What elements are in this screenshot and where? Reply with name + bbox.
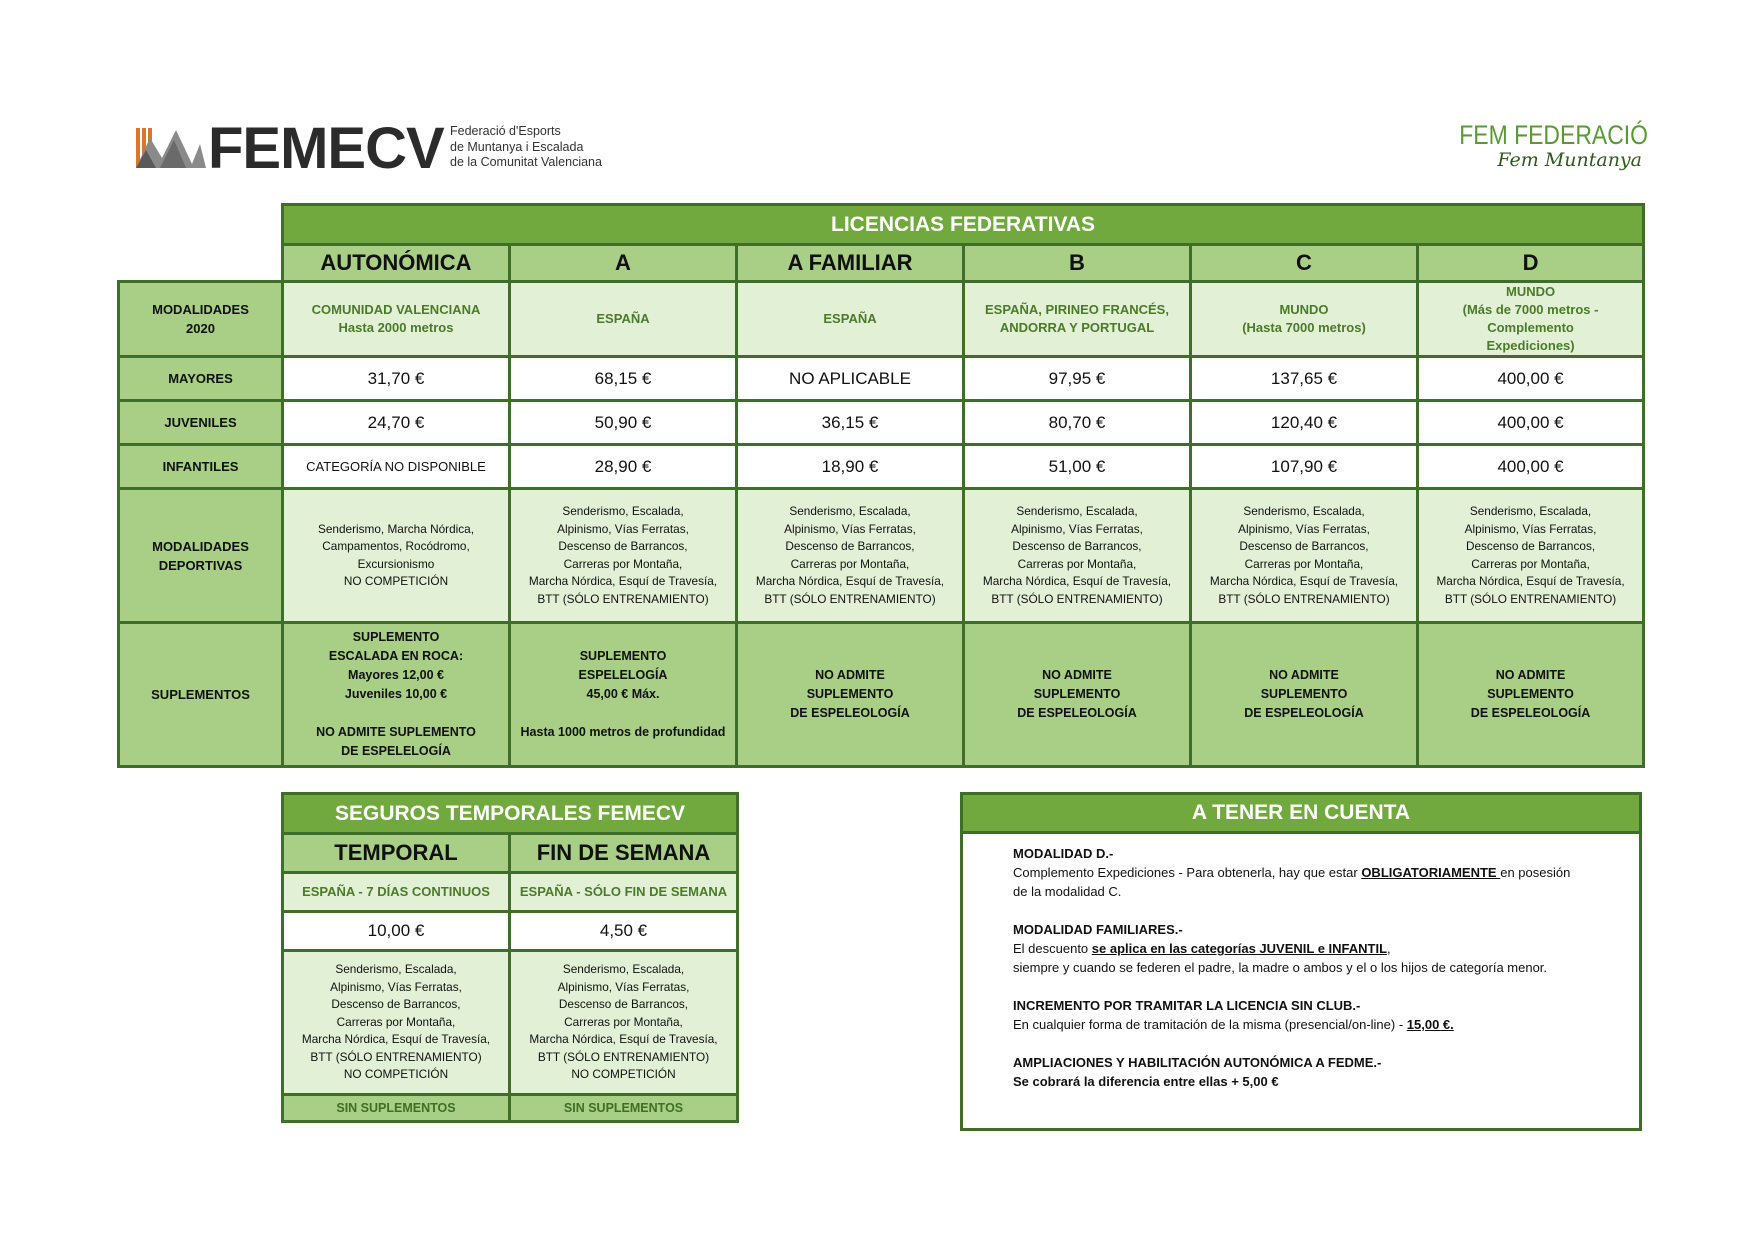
price-cell: 36,15 € xyxy=(737,401,964,445)
row-label-infantiles: INFANTILES xyxy=(119,445,283,489)
price-cell: 31,70 € xyxy=(283,357,510,401)
row-label-mayores: MAYORES xyxy=(119,357,283,401)
deportivas-cell: Senderismo, Escalada, Alpinismo, Vías Ferratas, Descenso de Barrancos, Carreras por Montaña, Marcha Nórdica, Esquí de Travesía, BTT (SÓLO ENTRENAMIENTO) NO COMPETICIÓN xyxy=(510,951,738,1095)
price-cell: 24,70 € xyxy=(283,401,510,445)
price-cell: 120,40 € xyxy=(1191,401,1418,445)
price-cell: 4,50 € xyxy=(510,912,738,951)
price-cell: NO APLICABLE xyxy=(737,357,964,401)
seguros-title: SEGUROS TEMPORALES FEMECV xyxy=(283,794,738,834)
col-fin-de-semana: FIN DE SEMANA xyxy=(510,834,738,873)
deportivas-cell: Senderismo, Escalada, Alpinismo, Vías Ferratas, Descenso de Barrancos, Carreras por Montaña, Marcha Nórdica, Esquí de Travesía, BTT (SÓLO ENTRENAMIENTO) xyxy=(964,489,1191,623)
col-temporal: TEMPORAL xyxy=(283,834,510,873)
col-c: C xyxy=(1191,245,1418,282)
row-label-modalidades: MODALIDADES 2020 xyxy=(119,282,283,357)
price-cell: 50,90 € xyxy=(510,401,737,445)
ambito-cell: ESPAÑA xyxy=(737,282,964,357)
ambito-cell: ESPAÑA - 7 DÍAS CONTINUOS xyxy=(283,873,510,912)
deportivas-cell: Senderismo, Escalada, Alpinismo, Vías Ferratas, Descenso de Barrancos, Carreras por Montaña, Marcha Nórdica, Esquí de Travesía, BTT (SÓLO ENTRENAMIENTO) xyxy=(510,489,737,623)
price-cell: CATEGORÍA NO DISPONIBLE xyxy=(283,445,510,489)
deportivas-cell: Senderismo, Escalada, Alpinismo, Vías Ferratas, Descenso de Barrancos, Carreras por Montaña, Marcha Nórdica, Esquí de Travesía, BTT (SÓLO ENTRENAMIENTO) xyxy=(737,489,964,623)
suplemento-cell: SUPLEMENTO ESCALADA EN ROCA: Mayores 12,00 € Juveniles 10,00 € NO ADMITE SUPLEMENTO DE ESPELELOGÍA xyxy=(283,623,510,767)
row-label-suplementos: SUPLEMENTOS xyxy=(119,623,283,767)
licencias-title: LICENCIAS FEDERATIVAS xyxy=(283,205,1644,245)
seguros-table xyxy=(281,792,739,1123)
suplemento-cell: SUPLEMENTO ESPELELOGÍA 45,00 € Máx. Hasta 1000 metros de profundidad xyxy=(510,623,737,767)
price-cell: 10,00 € xyxy=(283,912,510,951)
suplemento-cell: NO ADMITE SUPLEMENTO DE ESPELEOLOGÍA xyxy=(1191,623,1418,767)
row-label-deportivas: MODALIDADES DEPORTIVAS xyxy=(119,489,283,623)
col-a-familiar: A FAMILIAR xyxy=(737,245,964,282)
fem-federacio-logo: FEM FEDERACIÓ Fem Muntanya xyxy=(1459,120,1648,171)
price-cell: 18,90 € xyxy=(737,445,964,489)
deportivas-cell: Senderismo, Escalada, Alpinismo, Vías Ferratas, Descenso de Barrancos, Carreras por Montaña, Marcha Nórdica, Esquí de Travesía, BTT (SÓLO ENTRENAMIENTO) xyxy=(1191,489,1418,623)
price-cell: 400,00 € xyxy=(1418,357,1644,401)
note-sin-club: INCREMENTO POR TRAMITAR LA LICENCIA SIN CLUB.- En cualquier forma de tramitación de la misma (presencial/on-line) - 15,00 €. xyxy=(1013,998,1454,1032)
note-ampliaciones: AMPLIACIONES Y HABILITACIÓN AUTONÓMICA A FEDME.- Se cobrará la diferencia entre ellas + 5,00 € xyxy=(1013,1055,1382,1089)
col-a: A xyxy=(510,245,737,282)
price-cell: 400,00 € xyxy=(1418,401,1644,445)
ambito-cell: ESPAÑA xyxy=(510,282,737,357)
price-cell: 51,00 € xyxy=(964,445,1191,489)
deportivas-cell: Senderismo, Marcha Nórdica, Campamentos, Rocódromo, Excursionismo NO COMPETICIÓN xyxy=(283,489,510,623)
col-autonomica: AUTONÓMICA xyxy=(283,245,510,282)
suplemento-cell: NO ADMITE SUPLEMENTO DE ESPELEOLOGÍA xyxy=(1418,623,1644,767)
suplemento-cell: NO ADMITE SUPLEMENTO DE ESPELEOLOGÍA xyxy=(737,623,964,767)
ambito-cell: ESPAÑA, PIRINEO FRANCÉS, ANDORRA Y PORTUGAL xyxy=(964,282,1191,357)
price-cell: 97,95 € xyxy=(964,357,1191,401)
logo-wordmark: FEMECV xyxy=(208,116,444,181)
price-cell: 107,90 € xyxy=(1191,445,1418,489)
price-cell: 80,70 € xyxy=(964,401,1191,445)
logo-subtitle: Federació d'Esports de Muntanya i Escalada de la Comunitat Valenciana xyxy=(450,124,602,169)
row-label-juveniles: JUVENILES xyxy=(119,401,283,445)
price-cell: 400,00 € xyxy=(1418,445,1644,489)
price-cell: 68,15 € xyxy=(510,357,737,401)
notes-title: A TENER EN CUENTA xyxy=(963,795,1639,834)
suplemento-cell: SIN SUPLEMENTOS xyxy=(510,1095,738,1122)
price-cell: 28,90 € xyxy=(510,445,737,489)
price-cell: 137,65 € xyxy=(1191,357,1418,401)
deportivas-cell: Senderismo, Escalada, Alpinismo, Vías Ferratas, Descenso de Barrancos, Carreras por Montaña, Marcha Nórdica, Esquí de Travesía, BTT (SÓLO ENTRENAMIENTO) NO COMPETICIÓN xyxy=(283,951,510,1095)
licencias-table xyxy=(117,203,1645,768)
notes-box xyxy=(960,792,1642,1131)
col-d: D xyxy=(1418,245,1644,282)
note-modalidad-d: MODALIDAD D.- Complemento Expediciones - Para obtenerla, hay que estar OBLIGATORIAMENTE en posesión de la modalidad C. xyxy=(1013,846,1571,899)
ambito-cell: MUNDO (Hasta 7000 metros) xyxy=(1191,282,1418,357)
col-b: B xyxy=(964,245,1191,282)
ambito-cell: COMUNIDAD VALENCIANA Hasta 2000 metros xyxy=(283,282,510,357)
femecv-logo xyxy=(136,118,626,180)
suplemento-cell: NO ADMITE SUPLEMENTO DE ESPELEOLOGÍA xyxy=(964,623,1191,767)
note-familiares: MODALIDAD FAMILIARES.- El descuento se aplica en las categorías JUVENIL e INFANTIL, siempre y cuando se federen el padre, la madre o ambos y el o los hijos de categoría menor. xyxy=(1013,922,1548,975)
ambito-cell: MUNDO (Más de 7000 metros - Complemento Expediciones) xyxy=(1418,282,1644,357)
mountain-logo-icon xyxy=(136,124,206,172)
suplemento-cell: SIN SUPLEMENTOS xyxy=(283,1095,510,1122)
deportivas-cell: Senderismo, Escalada, Alpinismo, Vías Ferratas, Descenso de Barrancos, Carreras por Montaña, Marcha Nórdica, Esquí de Travesía, BTT (SÓLO ENTRENAMIENTO) xyxy=(1418,489,1644,623)
ambito-cell: ESPAÑA - SÓLO FIN DE SEMANA xyxy=(510,873,738,912)
